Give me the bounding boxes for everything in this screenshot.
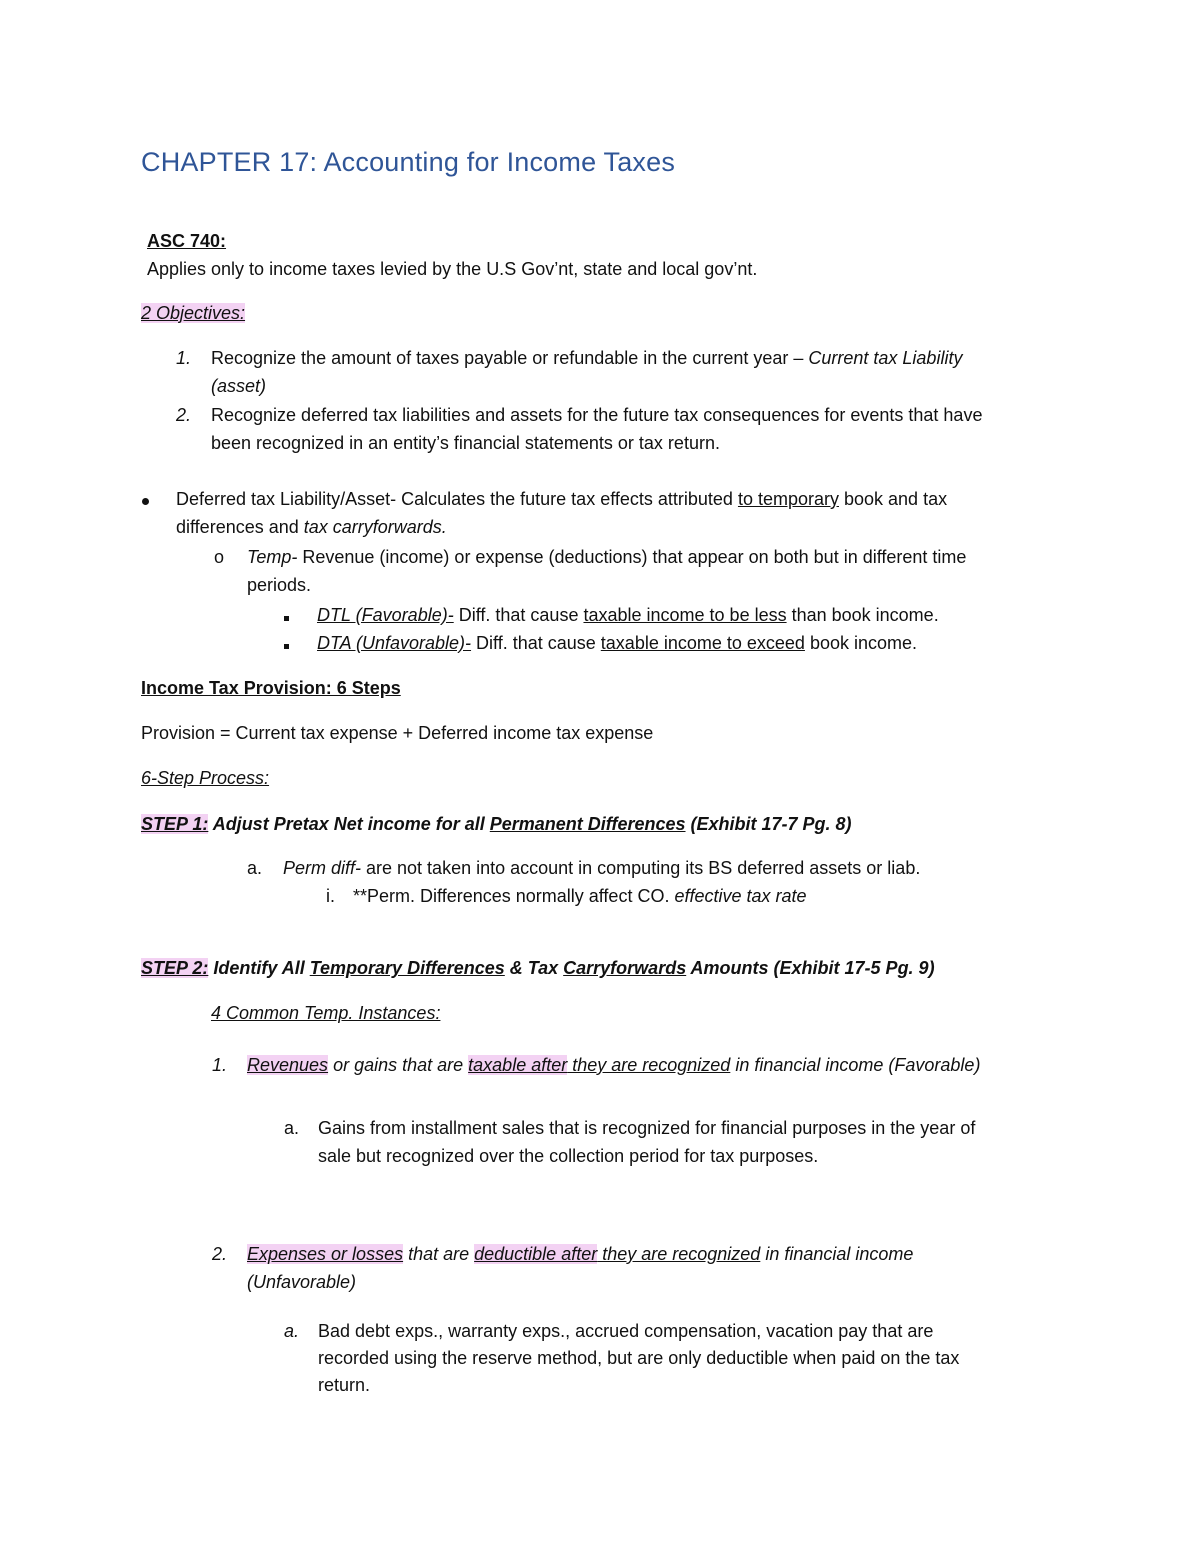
objective-2-text-cont: been recognized in an entity’s financial statements or tax return. [211,433,720,453]
objective-2-marker: 2. [176,405,192,425]
dtl-text: DTL (Favorable)- Diff. that cause taxable income to be less than book income. [317,605,939,625]
instance-2-a-text-cont: recorded using the reserve method, but are only deductible when paid on the tax [318,1348,960,1368]
instance-1-a-text: Gains from installment sales that is recognized for financial purposes in the year of [318,1118,976,1138]
square-bullet-icon [284,631,289,655]
instance-1-marker: 1. [212,1055,228,1075]
temp-text-cont: periods. [247,575,312,595]
instance-1-a-text-cont: sale but recognized over the collection period for tax purposes. [318,1146,819,1166]
objective-1-marker: 1. [176,348,192,368]
step-1-a-marker: a. [247,858,263,878]
page-title: CHAPTER 17: Accounting for Income Taxes [141,147,676,177]
objective-1-text: Recognize the amount of taxes payable or refundable in the current year – Current tax Liability [211,348,963,368]
objectives-heading: 2 Objectives: [141,303,246,323]
instance-2-text: Expenses or losses that are deductible after they are recognized in financial income [247,1244,914,1264]
provision-formula: Provision = Current tax expense + Deferred income tax expense [141,723,654,743]
deferred-text: Deferred tax Liability/Asset- Calculates the future tax effects attributed to temporary book and tax [176,489,948,509]
step-1-a-text: Perm diff- are not taken into account in computing its BS deferred assets or liab. [283,858,921,878]
dta-text: DTA (Unfavorable)- Diff. that cause taxable income to exceed book income. [317,633,917,653]
instance-2-a-marker: a. [284,1321,300,1341]
process-heading: 6-Step Process: [141,768,270,788]
step-1-i-text: **Perm. Differences normally affect CO. effective tax rate [353,886,807,906]
temp-text: Temp- Revenue (income) or expense (deductions) that appear on both but in different time [247,547,967,567]
square-bullet-icon [284,603,289,627]
common-instances-heading: 4 Common Temp. Instances: [211,1003,441,1023]
objective-2-text: Recognize deferred tax liabilities and assets for the future tax consequences for events that have [211,405,983,425]
temp-marker: o [214,547,225,567]
instance-2-marker: 2. [212,1244,228,1264]
deferred-text-cont: differences and tax carryforwards. [176,517,447,537]
objective-1-text-cont: (asset) [211,376,267,396]
instance-1-a-marker: a. [284,1118,300,1138]
step-1-i-marker: i. [326,886,335,906]
instance-1-text: Revenues or gains that are taxable after they are recognized in financial income (Favorable) [247,1055,981,1075]
bullet-icon [142,487,149,511]
step-1: STEP 1: Adjust Pretax Net income for all Permanent Differences (Exhibit 17-7 Pg. 8) [141,814,852,834]
instance-2-a-text: Bad debt exps., warranty exps., accrued compensation, vacation pay that are [318,1321,934,1341]
provision-heading: Income Tax Provision: 6 Steps [141,678,401,698]
asc-text: Applies only to income taxes levied by the U.S Gov’nt, state and local gov’nt. [147,259,758,279]
asc-heading: ASC 740: [147,231,227,251]
instance-2-text-cont: (Unfavorable) [247,1272,357,1292]
step-2: STEP 2: Identify All Temporary Differences & Tax Carryforwards Amounts (Exhibit 17-5 Pg. 9) [141,958,935,978]
instance-2-a-text-cont-2: return. [318,1375,371,1395]
